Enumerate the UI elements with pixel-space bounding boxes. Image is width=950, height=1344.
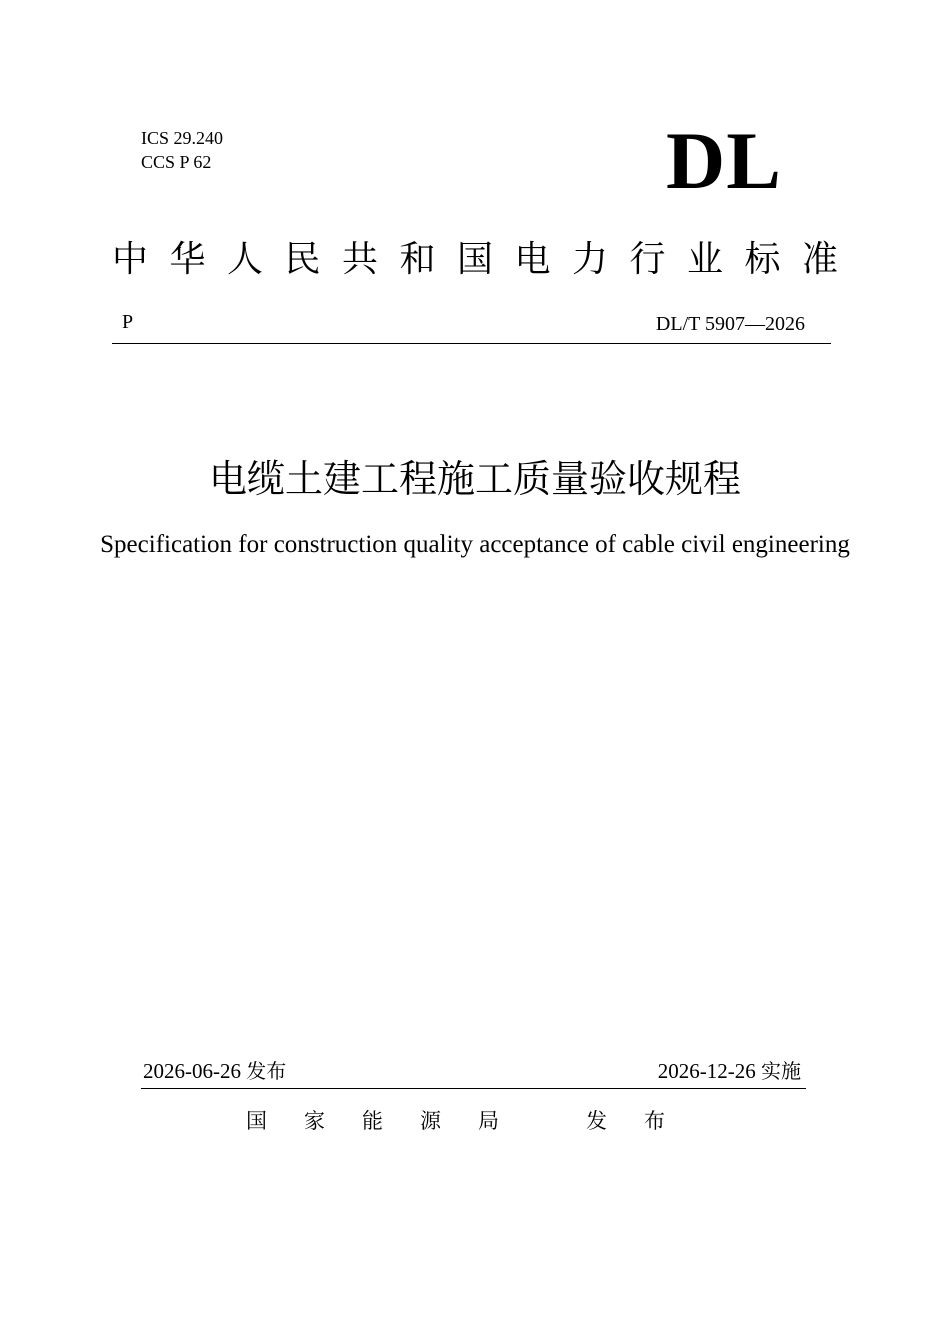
issuer-char: 能 — [362, 1109, 383, 1133]
standard-title-char: 人 — [226, 239, 263, 280]
standard-title-char: 民 — [284, 239, 321, 280]
publish-date — [143, 1056, 286, 1086]
standard-category-title — [110, 234, 840, 286]
implement-date — [658, 1056, 801, 1086]
standard-title-char: 中 — [111, 239, 148, 280]
issuer-char: 家 — [304, 1109, 325, 1133]
standard-number: DL/T 5907—2026 — [655, 313, 805, 335]
classification-code: P — [122, 311, 134, 333]
issuer-char: 源 — [420, 1109, 441, 1133]
standard-title-char: 国 — [456, 239, 493, 280]
standard-title-char: 华 — [169, 239, 206, 280]
ccs-code: CCS P 62 — [141, 152, 212, 172]
implement-date-value: 2026-12-26 — [657, 1059, 756, 1083]
issue-char: 发 — [586, 1109, 607, 1133]
dl-logo: DL — [666, 115, 782, 206]
implement-label: 实施 — [761, 1059, 801, 1083]
standard-title-char: 行 — [629, 239, 666, 280]
document-title-zh: 电缆土建工程施工质量验收规程 — [208, 457, 741, 501]
issue-char: 布 — [644, 1109, 665, 1133]
standard-title-char: 标 — [744, 239, 781, 280]
document-title-en: Specification for construction quality acceptance of cable civil engineering — [100, 531, 850, 558]
standard-title-char: 准 — [801, 239, 838, 280]
standard-title-char: 业 — [686, 239, 723, 280]
issuer-char: 国 — [246, 1109, 267, 1133]
issuing-authority — [246, 1106, 536, 1136]
publish-date-value: 2026-06-26 — [143, 1059, 241, 1083]
issuer-char: 局 — [478, 1109, 499, 1133]
publish-label: 发布 — [246, 1059, 287, 1083]
bottom-divider — [141, 1088, 806, 1089]
standard-title-char: 共 — [341, 239, 378, 280]
standard-title-char: 力 — [571, 239, 608, 280]
top-divider — [112, 343, 831, 344]
standard-title-char: 和 — [399, 239, 436, 280]
ics-code: ICS 29.240 — [141, 128, 224, 148]
issue-label — [586, 1106, 702, 1136]
standard-title-char: 电 — [514, 239, 551, 280]
